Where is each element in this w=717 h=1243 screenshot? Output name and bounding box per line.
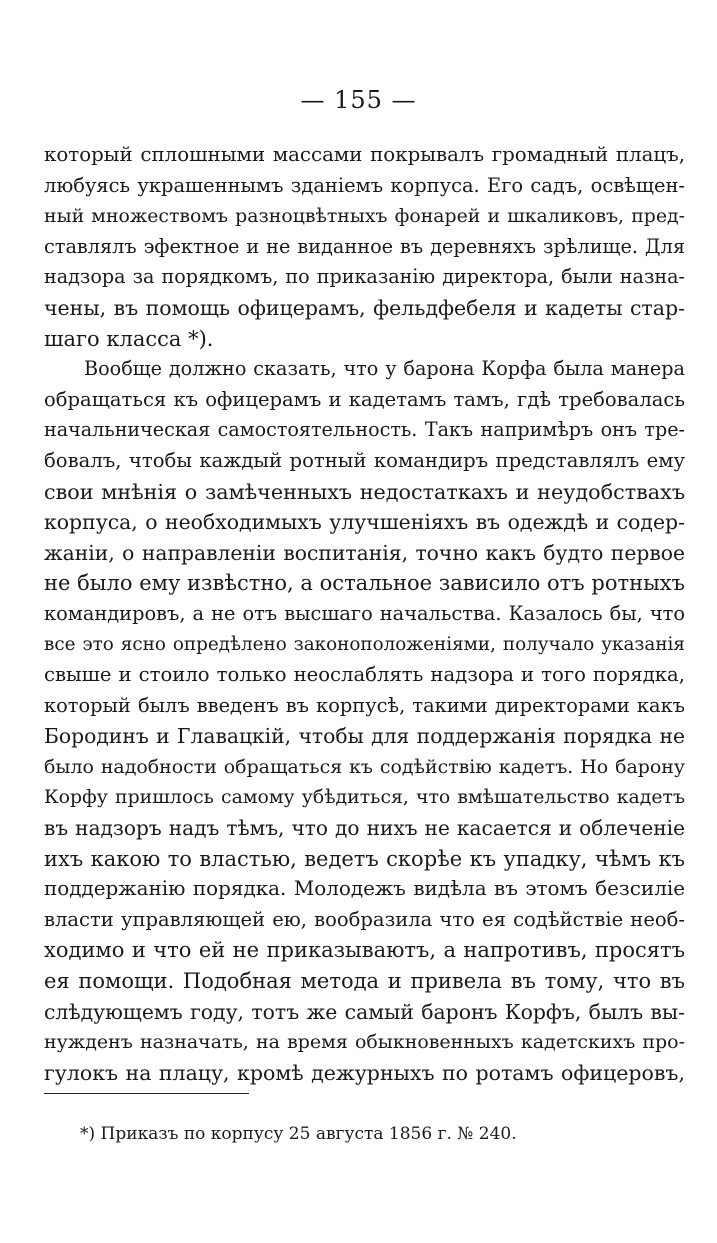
page-number: — 155 —	[300, 86, 417, 114]
text-line: любуясь украшеннымъ зданіемъ корпуса. Его садъ, освѣщен-	[44, 173, 685, 197]
footnote-divider	[44, 1093, 249, 1094]
text-line: бовалъ, чтобы каждый ротный командиръ представлялъ ему	[44, 448, 685, 472]
text-line: слѣдующемъ году, тотъ же самый баронъ Корфъ, былъ вы-	[44, 999, 685, 1024]
text-line: свои мнѣнія о замѣченныхъ недостаткахъ и неудобствахъ	[44, 479, 685, 504]
text-line: поддержанію порядка. Молодежъ видѣла въ этомъ безсиліе	[44, 877, 685, 901]
text-line: Бородинъ и Главацкій, чтобы для поддержанія порядка не	[44, 724, 685, 749]
text-line: гулокъ на плацу, кромѣ дежурныхъ по ротамъ офицеровъ,	[44, 1060, 685, 1085]
text-line: не было ему извѣстно, а остальное зависило отъ ротныхъ	[44, 571, 685, 596]
text-line: чены, въ помощь офицерамъ, фельдфебеля и кадеты стар-	[44, 295, 685, 320]
text-line: было надобности обращаться къ содѣйствію кадетъ. Но барону	[44, 755, 685, 778]
footnote: *) Приказъ по корпусу 25 августа 1856 г. № 240.	[80, 1124, 517, 1144]
text-line: ный множествомъ разноцвѣтныхъ фонарей и шкаликовъ, пред-	[44, 205, 685, 228]
text-line: все это ясно опредѣлено законоположеніями, получало указанія	[44, 633, 685, 655]
text-line: Вообще должно сказать, что у барона Корфа была манера	[84, 357, 685, 381]
text-line: который былъ введенъ въ корпусѣ, такими директорами какъ	[44, 693, 685, 717]
text-line: власти управляющей ею, вообразила что ея содѣйствіе необ-	[44, 907, 685, 931]
text-line: командировъ, а не отъ высшаго начальства. Казалось бы, что	[44, 601, 685, 625]
text-line: ставлялъ эфектное и не виданное въ деревняхъ зрѣлище. Для	[44, 234, 685, 258]
text-line: въ надзоръ надъ тѣмъ, что до нихъ не касается и облеченіе	[44, 816, 685, 841]
text-line: который сплошными массами покрывалъ громадный плацъ,	[44, 143, 685, 166]
text-line: ходимо и что ей не приказываютъ, а напротивъ, просятъ	[44, 938, 685, 963]
main-text	[44, 140, 685, 1088]
text-line: обращаться къ офицерамъ и кадетамъ тамъ, гдѣ требовалась	[44, 387, 685, 411]
text-line: свыше и стоило только неослаблять надзора и того порядка,	[44, 663, 685, 687]
text-line: ея помощи. Подобная метода и привела въ тому, что въ	[44, 969, 685, 994]
text-line: нужденъ назначать, на время обыкновенныхъ кадетскихъ про-	[44, 1031, 685, 1054]
text-line: начальническая самостоятельность. Такъ напримѣръ онъ тре-	[44, 418, 685, 442]
text-line: Корфу пришлось самому убѣдиться, что вмѣшательство кадетъ	[44, 786, 685, 809]
text-line: корпуса, о необходимыхъ улучшеніяхъ въ одеждѣ и содер-	[44, 510, 685, 535]
text-line: жаніи, о направленіи воспитанія, точно какъ будто первое	[44, 540, 685, 565]
text-line: надзора за порядкомъ, по приказанію директора, были назна-	[44, 265, 685, 289]
text-line: ихъ какою то властью, ведетъ скорѣе къ упадку, чѣмъ къ	[44, 846, 685, 871]
text-line: шаго класса *).	[44, 326, 214, 351]
